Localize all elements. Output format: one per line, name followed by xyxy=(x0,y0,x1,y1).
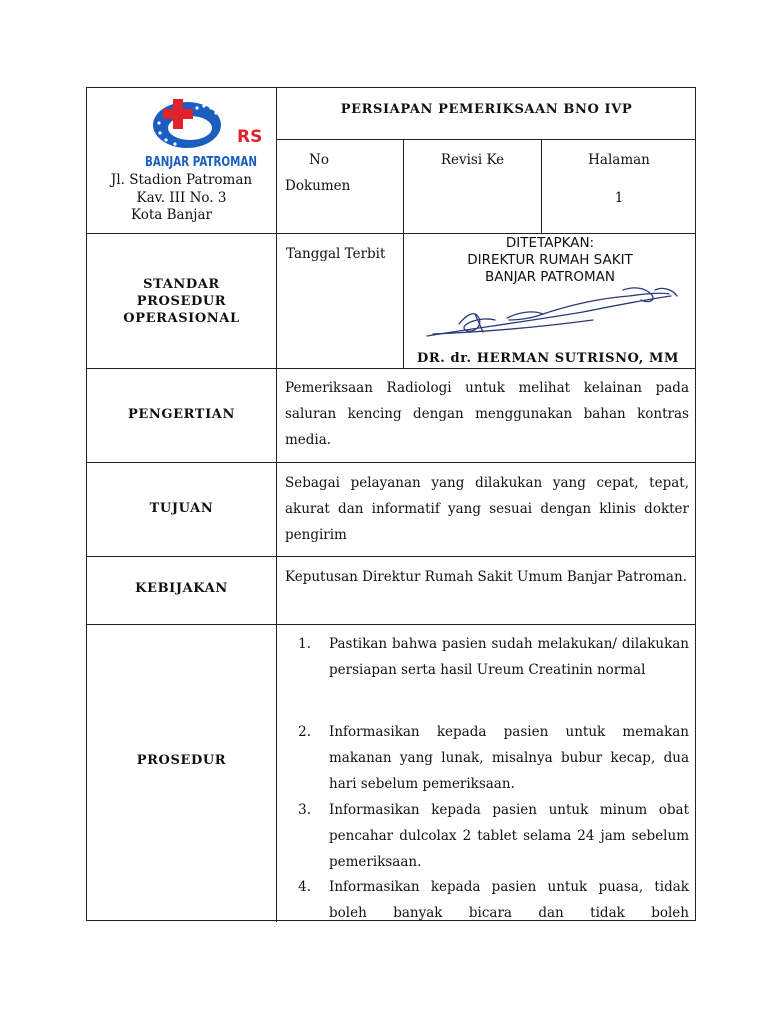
row-divider xyxy=(87,624,696,625)
list-item-text: Informasikan kepada pasien untuk memakan makanan yang lunak, misalnya bubur kecap, dua hari sebelum pemeriksaan. xyxy=(329,724,689,792)
row-divider xyxy=(87,233,696,234)
tanggal-terbit-label: Tanggal Terbit xyxy=(286,246,386,262)
row-divider xyxy=(87,462,696,463)
list-item-number: 3. xyxy=(298,802,311,818)
approver-title-line: BANJAR PATROMAN xyxy=(485,269,615,285)
list-item-number: 1. xyxy=(298,636,311,652)
ditetapkan-label: DITETAPKAN: xyxy=(505,235,595,251)
logo-brand-name: BANJAR PATROMAN xyxy=(145,154,257,170)
pengertian-text: Pemeriksaan Radiologi untuk melihat kelainan pada saluran kencing dengan menggunakan bahan kontras media. xyxy=(285,380,689,448)
kebijakan-label: KEBIJAKAN xyxy=(135,581,228,596)
no-label: No xyxy=(309,152,329,168)
row-divider xyxy=(87,556,696,557)
prosedur-label: PROSEDUR xyxy=(136,753,227,768)
tujuan-label: TUJUAN xyxy=(149,501,214,516)
list-item-number: 4. xyxy=(298,879,311,895)
signature-image xyxy=(423,284,683,346)
address-line: Jl. Stadion Patroman xyxy=(110,172,253,188)
document-title: PERSIAPAN PEMERIKSAAN BNO IVP xyxy=(340,102,633,117)
halaman-label: Halaman xyxy=(588,152,650,168)
row-divider xyxy=(276,139,696,140)
revisi-label: Revisi Ke xyxy=(440,152,505,168)
logo-rs-text: RS xyxy=(237,127,263,147)
list-item-text: Informasikan kepada pasien untuk puasa, tidak boleh banyak bicara dan tidak boleh xyxy=(329,879,689,921)
kebijakan-text: Keputusan Direktur Rumah Sakit Umum Banjar Patroman. xyxy=(285,569,687,585)
sop-table xyxy=(86,87,696,921)
address-line: Kav. III No. 3 xyxy=(136,189,227,206)
address-line: Kota Banjar xyxy=(131,207,212,223)
hospital-logo xyxy=(145,93,275,173)
approver-title-line: DIREKTUR RUMAH SAKIT xyxy=(467,252,633,268)
tujuan-text: Sebagai pelayanan yang dilakukan yang cepat, tepat, akurat dan informatif yang sesuai dengan klinis dokter pengirim xyxy=(285,475,689,543)
dokumen-label: Dokumen xyxy=(285,178,351,194)
column-divider xyxy=(276,88,277,922)
list-item-text: Pastikan bahwa pasien sudah melakukan/ dilakukan persiapan serta hasil Ureum Creatinin normal xyxy=(329,636,689,678)
sop-type-label: STANDAR PROSEDUR OPERASIONAL xyxy=(123,277,240,326)
list-item-text: Informasikan kepada pasien untuk minum obat pencahar dulcolax 2 tablet selama 24 jam sebelum pemeriksaan. xyxy=(329,802,689,870)
signer-name: DR. dr. HERMAN SUTRISNO, MM xyxy=(417,351,679,366)
procedure-list xyxy=(285,631,689,921)
halaman-value: 1 xyxy=(614,190,624,206)
approval-block xyxy=(404,235,696,286)
pengertian-label: PENGERTIAN xyxy=(128,407,235,422)
list-item-number: 2. xyxy=(298,724,311,740)
hospital-address xyxy=(87,172,276,225)
